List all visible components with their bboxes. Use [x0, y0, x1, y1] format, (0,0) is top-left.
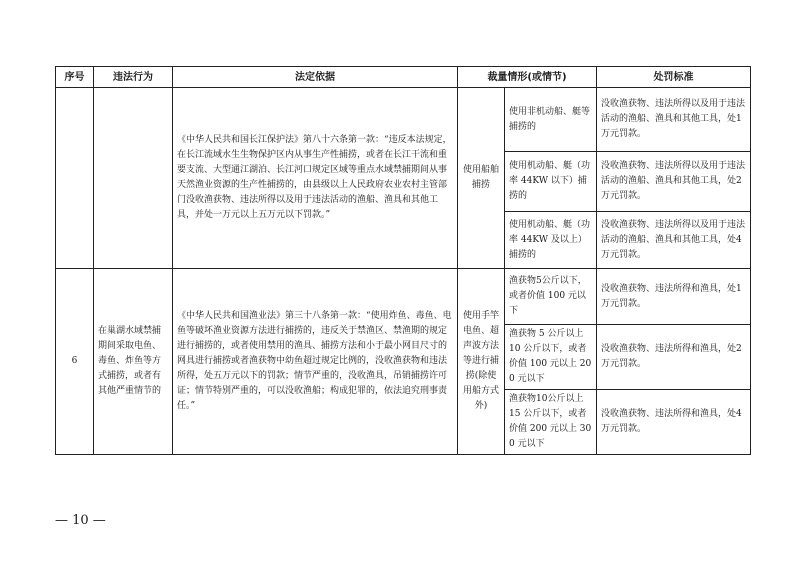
header-violation: 违法行为	[94, 67, 173, 88]
table-row	[56, 269, 751, 325]
penalty-standard-cell: 没收渔获物、违法所得以及用于违法活动的渔船、渔具和其他工具，处1万元罚款。	[597, 88, 751, 152]
row-number: 6	[56, 269, 94, 455]
circumstance-cell: 渔获物 5 公斤以上 10 公斤以下，或者价值 100 元以上 200 元以下	[505, 325, 597, 390]
penalty-standard-cell: 没收渔获物、违法所得和渔具，处4万元罚款。	[597, 390, 751, 455]
table-header-row	[56, 67, 751, 88]
circumstance-cell: 使用机动船、艇（功率 44KW 及以上）捕捞的	[505, 212, 597, 269]
table-row	[56, 88, 751, 152]
circumstance-cell: 渔获物10公斤以上 15 公斤以下，或者价值 200 元以上 300 元以下	[505, 390, 597, 455]
circumstance-category: 使用船舶捕捞	[458, 88, 505, 269]
header-circumstance: 裁量情形(或情节)	[458, 67, 597, 88]
legal-basis-text: 《中华人民共和国渔业法》第三十八条第一款：“使用炸鱼、毒鱼、电鱼等破坏渔业资源方法进行捕捞的，违反关于禁渔区、禁渔期的规定进行捕捞的，或者使用禁用的渔具、捕捞方法和小于最小网目尺寸的网具进行捕捞或者渔获物中幼鱼超过规定比例的，没收渔获物和违法所得，处五万元以下的罚款；情节严重的，没收渔具，吊销捕捞许可证；情节特别严重的，可以没收渔船；构成犯罪的，依法追究刑事责任。”	[173, 269, 458, 455]
row-violation-empty	[94, 88, 173, 269]
penalty-standard-cell: 没收渔获物、违法所得以及用于违法活动的渔船、渔具和其他工具，处2万元罚款。	[597, 152, 751, 212]
penalty-standard-cell: 没收渔获物、违法所得以及用于违法活动的渔船、渔具和其他工具，处4万元罚款。	[597, 212, 751, 269]
legal-basis-text: 《中华人民共和国长江保护法》第八十六条第一款：“违反本法规定，在长江流域水生生物保护区内从事生产性捕捞，或者在长江干流和重要支流、大型通江湖泊、长江河口规定区域等重点水域禁捕期间从事天然渔业资源的生产性捕捞的，由县级以上人民政府农业农村主管部门没收渔获物、违法所得以及用于违法活动的渔船、渔具和其他工具，并处一万元以上五万元以下罚款。”	[173, 88, 458, 269]
row-no-empty	[56, 88, 94, 269]
circumstance-cell: 使用机动船、艇（功率 44KW 以下）捕捞的	[505, 152, 597, 212]
circumstance-cell: 使用非机动船、艇等捕捞的	[505, 88, 597, 152]
circumstance-cell: 渔获物5公斤以下，或者价值 100 元以下	[505, 269, 597, 325]
page-number: — 10 —	[55, 513, 106, 528]
penalty-standards-table	[55, 66, 751, 455]
header-penalty-standard: 处罚标准	[597, 67, 751, 88]
violation-description: 在巢湖水域禁捕期间采取电鱼、毒鱼、炸鱼等方式捕捞，或者有其他严重情节的	[94, 269, 173, 455]
header-legal-basis: 法定依据	[173, 67, 458, 88]
circumstance-category: 使用手竿电鱼、超声波方法等进行捕捞(除使用船方式外)	[458, 269, 505, 455]
header-no: 序号	[56, 67, 94, 88]
penalty-standard-cell: 没收渔获物、违法所得和渔具，处2万元罚款。	[597, 325, 751, 390]
penalty-standard-cell: 没收渔获物、违法所得和渔具，处1万元罚款。	[597, 269, 751, 325]
